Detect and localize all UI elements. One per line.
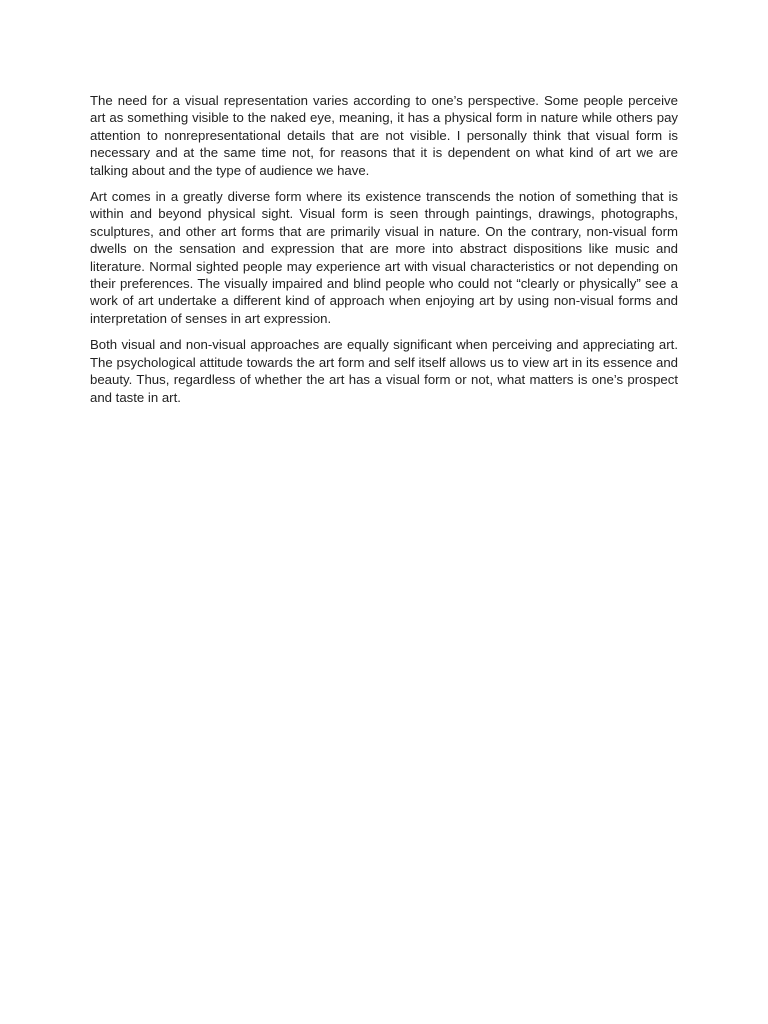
document-body <box>90 92 678 415</box>
paragraph-3: Both visual and non-visual approaches are equally significant when perceiving and appreciating art. The psychological attitude towards the art form and self itself allows us to view art in its essence and beauty. Thus, regardless of whether the art has a visual form or not, what matters is one’s prospect and taste in art. <box>90 337 678 405</box>
paragraph-2: Art comes in a greatly diverse form where its existence transcends the notion of something that is within and beyond physical sight. Visual form is seen through paintings, drawings, photographs, sculptures, and other art forms that are primarily visual in nature. On the contrary, non-visual form dwells on the sensation and expression that are more into abstract dispositions like music and literature. Normal sighted people may experience art with visual characteristics or not depending on their preferences. The visually impaired and blind people who could not “clearly or physically” see a work of art undertake a different kind of approach when enjoying art by using non-visual forms and interpretation of senses in art expression. <box>90 189 678 326</box>
paragraph-1: The need for a visual representation varies according to one’s perspective. Some people perceive art as something visible to the naked eye, meaning, it has a physical form in nature while others pay attention to nonrepresentational details that are not visible. I personally think that visual form is necessary and at the same time not, for reasons that it is dependent on what kind of art we are talking about and the type of audience we have. <box>90 93 678 178</box>
